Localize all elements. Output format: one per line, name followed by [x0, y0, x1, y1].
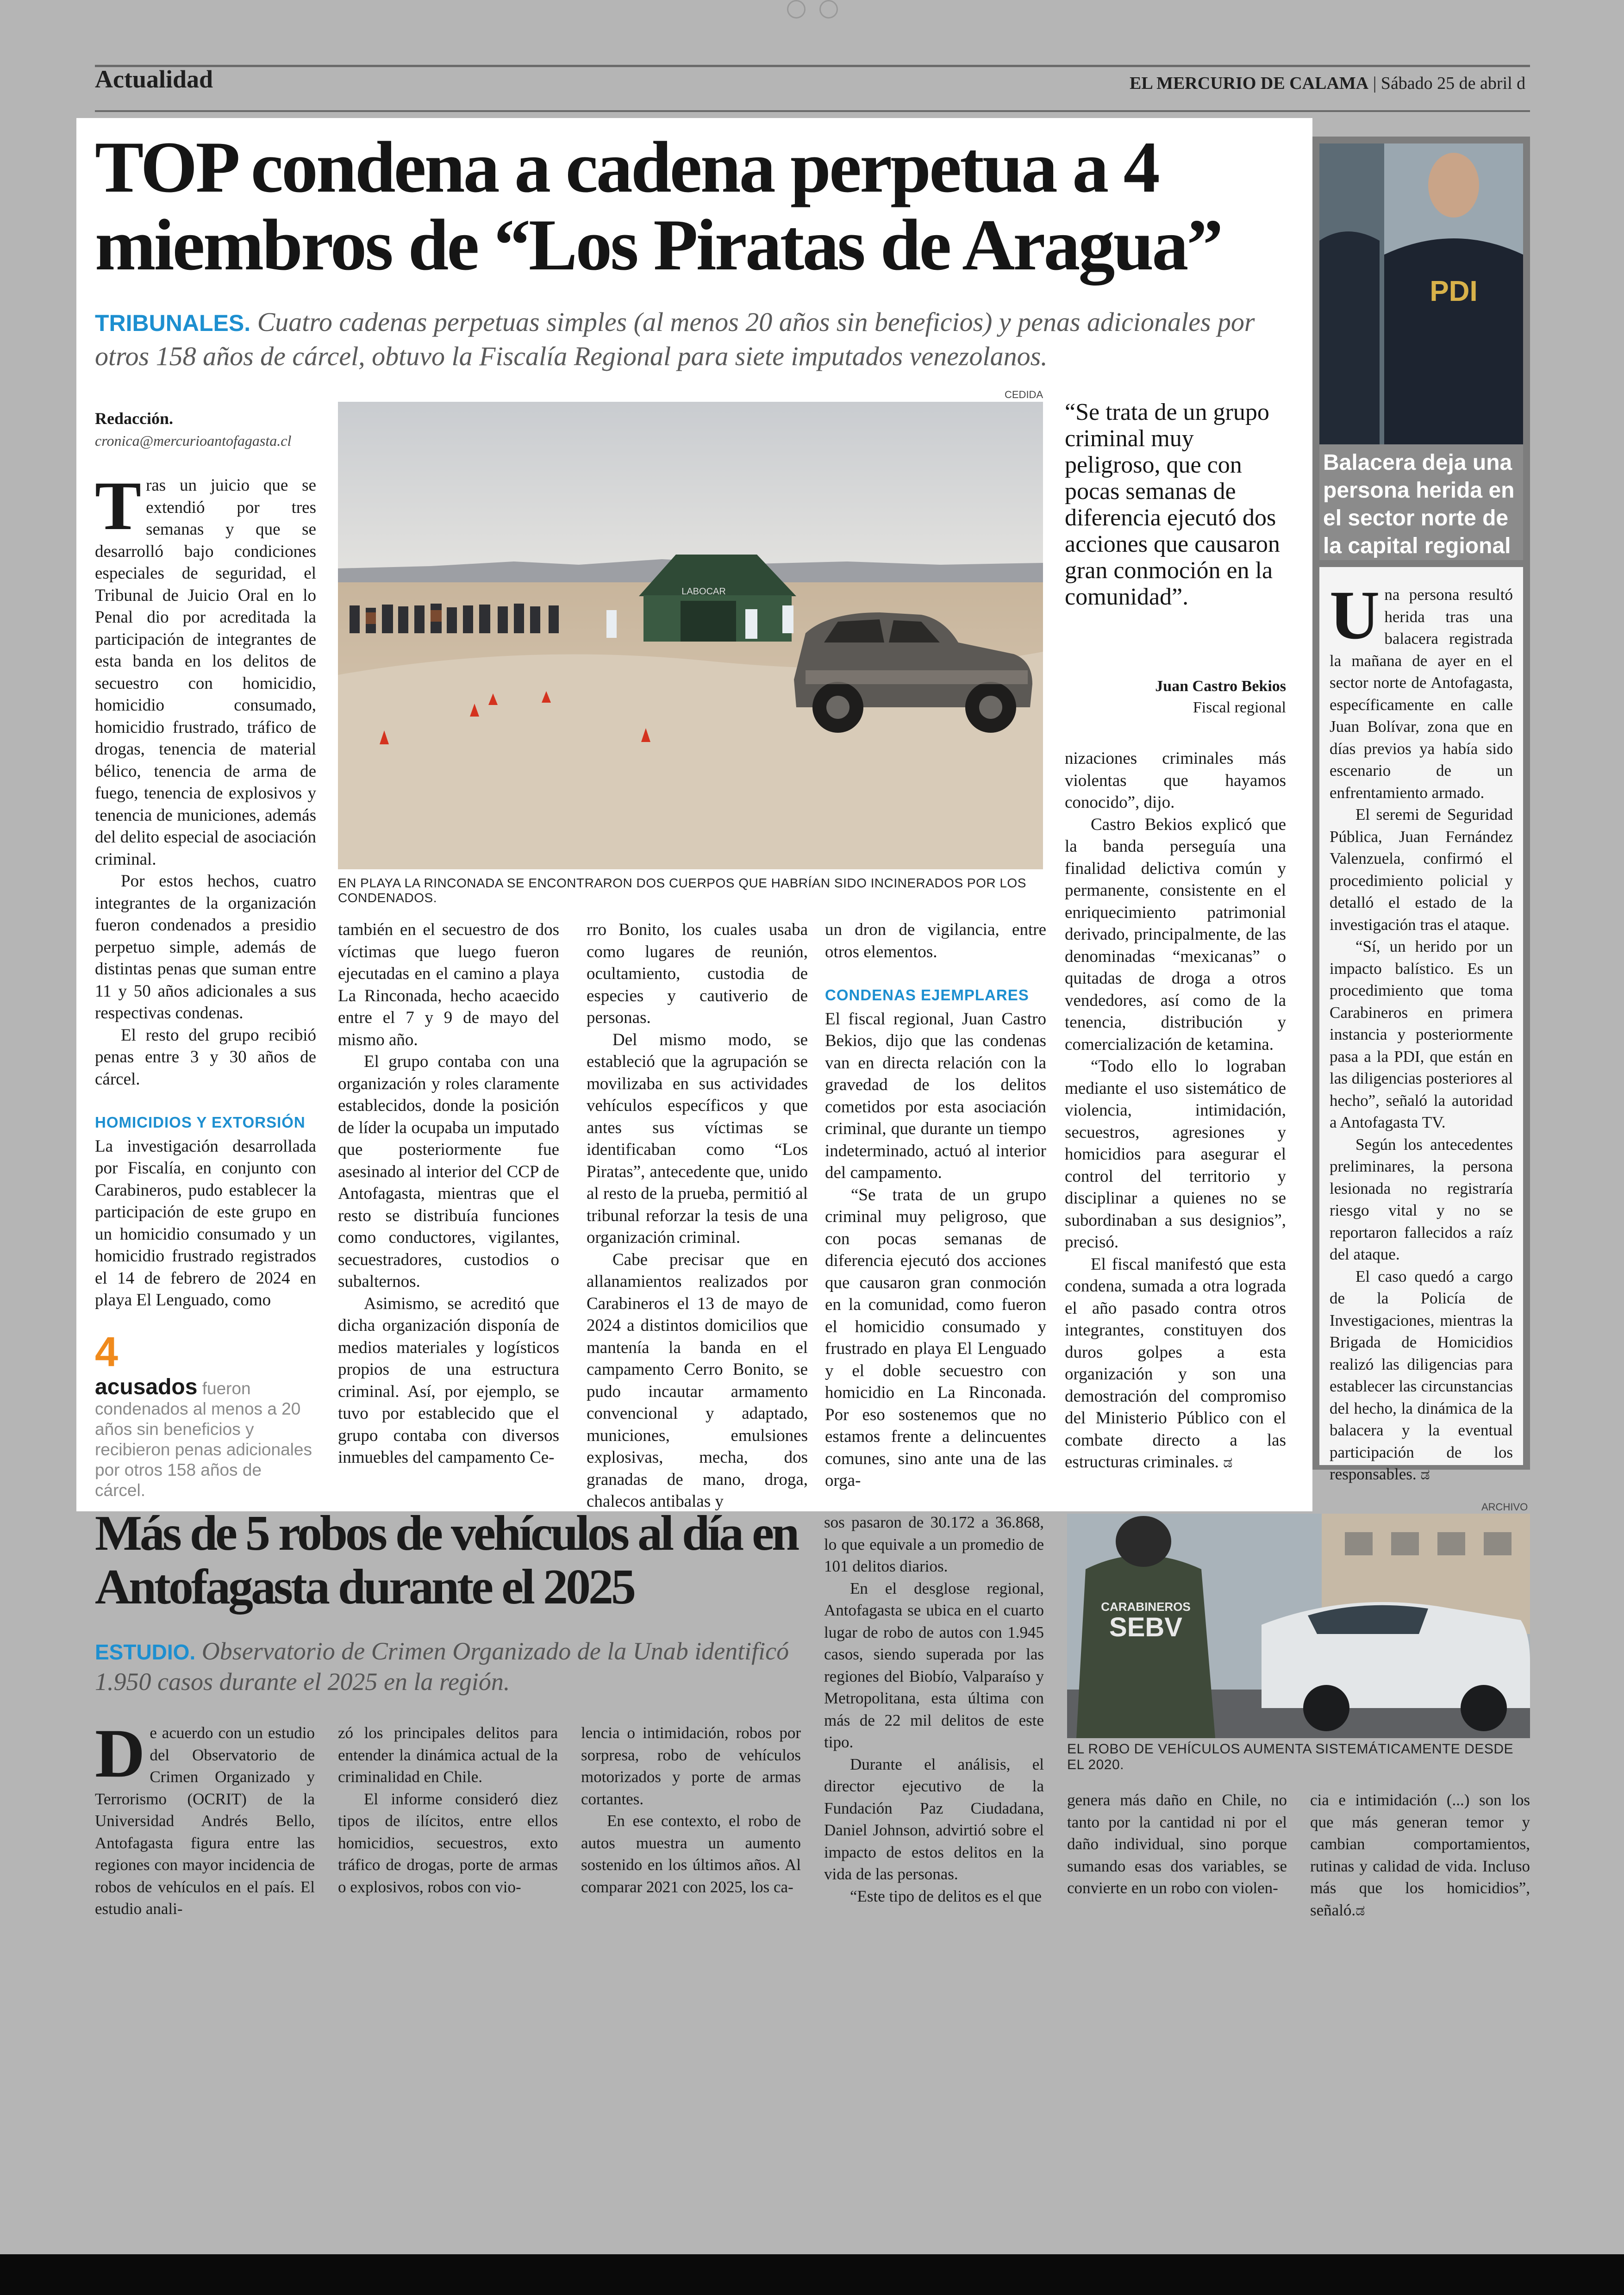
article2-deck-text: Observatorio de Crimen Organizado de la Unab identificó 1.950 casos durante el 2025 en la región. [95, 1637, 789, 1696]
paragraph: nizaciones criminales más violentas que hayamos conocido”, dijo. [1065, 749, 1286, 812]
stat-number: 4 [95, 1329, 119, 1375]
article2-column-6 [1310, 1789, 1530, 1921]
paragraph [1310, 1789, 1530, 1921]
paragraph: zó los principales delitos para entender la dinámica actual de la criminalidad en Chile. [338, 1724, 558, 1786]
paragraph: rro Bonito, los cuales usaba como lugares de reunión, ocultamiento, custodia de especies y cautiverio de personas. [587, 920, 808, 1027]
paragraph-text: El caso quedó a cargo de la Policía de Investigaciones, mientras la Brigada de Homicidios realizó las diligencias para establecer las circunstancias del hecho, la dinámica de la balacera y la eventual participación de los responsables. [1330, 1267, 1513, 1483]
pull-quote-role: Fiscal regional [1193, 699, 1286, 716]
article2-column-4 [824, 1511, 1044, 1907]
paragraph: Cabe precisar que en allanamientos realizados por Carabineros el 13 de mayo de 2024 a distintos domicilios que mantenía la banda en el campamento Cerro Bonito, se pudo incautar armamento convencional y adaptado, municiones, emulsiones explosivas, mecha, dos granadas de mano, droga, chalecos antibalas y [587, 1250, 808, 1511]
sidebar-photo[interactable] [1319, 143, 1523, 444]
section-label: Actualidad [95, 65, 213, 93]
sidebar-body [1319, 567, 1523, 1483]
paragraph [1330, 1266, 1513, 1486]
paragraph: genera más daño en Chile, no tanto por la cantidad ni por el daño individual, sino porque sumando esas dos variables, se convierte en un robo con violen- [1067, 1791, 1287, 1897]
paragraph: “Este tipo de delitos es el que [850, 1887, 1042, 1905]
pull-quote: “Se trata de un grupo criminal muy peligroso, que con pocas semanas de diferencia ejecutó dos acciones que causaron gran conmoción en la comunidad”. [1065, 399, 1280, 610]
paragraph: “Se trata de un grupo criminal muy peligroso, que con pocas semanas de diferencia ejecutó dos acciones que causaron gran conmoción en la comunidad, como fueron el homicidio consumado y frustrado en playa El Lenguado y el doble secuestro con homicidio en La Rinconada. Por eso sostenemos que no estamos frente a delincuentes comunes, sino ante una de las orga- [825, 1185, 1046, 1490]
vest-label-2: SEBV [1109, 1612, 1182, 1642]
paragraph [1065, 1254, 1286, 1474]
article2-column-3 [581, 1722, 801, 1898]
vest-label: PDI [1430, 275, 1478, 307]
paragraph: Por estos hechos, cuatro integrantes de la organización fueron condenados a presidio perpetuo simple, además de distintas penas que suman entre 11 y 50 años adicionales a sus respectivas condenas. [95, 872, 316, 1023]
tent-label: LABOCAR [681, 586, 726, 597]
sidebar-column [1330, 577, 1513, 1486]
article2-headline: Más de 5 robos de vehículos al día en Antofagasta durante el 2025 [95, 1506, 798, 1615]
pull-quote-name: Juan Castro Bekios [1155, 678, 1286, 695]
deck-text: Cuatro cadenas perpetuas simples (al menos 20 años sin beneficios) y penas adicionales por otros 158 años de cárcel, obtuvo la Fiscalía Regional para siete imputados venezolanos. [95, 307, 1255, 371]
bottom-bar [0, 2254, 1624, 2295]
byline-name: Redacción. [95, 409, 173, 428]
paragraph: El fiscal regional, Juan Castro Bekios, dijo que las condenas van en directa relación con la gravedad de los delitos cometidos por esta asociación criminal, que durante un tiempo indeterminado, actuó al interior del campamento. [825, 1009, 1046, 1182]
paragraph: Asimismo, se acreditó que dicha organización disponía de medios materiales y logísticos propios de una estructura criminal. Así, por ejemplo, se tuvo por establecido que el grupo contaba con diversos inmuebles del campamento Ce- [338, 1294, 559, 1467]
article2-deck [95, 1636, 817, 1696]
end-mark-icon: ಡ [1420, 1466, 1430, 1483]
article2-column-2 [338, 1722, 558, 1898]
article-column-3 [587, 919, 808, 1513]
paragraph-text: cia e intimidación (...) son los que más generan temor y cambian comportamientos, rutinas y calidad de vida. Incluso más que los homicidios”, señaló. [1310, 1791, 1530, 1919]
paragraph: El resto del grupo recibió penas entre 3 y 30 años de cárcel. [95, 1025, 316, 1089]
stat-desc: fueron condenados al menos a 20 años sin beneficios y recibieron penas adicionales por otros 158 años de cárcel. [95, 1379, 312, 1500]
article2-photo-credit: ARCHIVO [1481, 1501, 1528, 1513]
pull-quote-author [1065, 676, 1286, 718]
paragraph-text: El fiscal manifestó que esta condena, sumada a otra lograda el año pasado contra otros integrantes, constituyen dos duros golpes a esta organización y son una demostración del compromiso del Ministerio Público con el combate directo a las estructuras criminales. [1065, 1254, 1286, 1472]
page-prev-dot[interactable] [787, 0, 806, 19]
article-column-2 [338, 919, 559, 1469]
paragraph: Durante el análisis, el director ejecutivo de la Fundación Paz Ciudadana, Daniel Johnson, advirtió sobre el impacto de estos delitos en la vida de las personas. [824, 1755, 1044, 1883]
sidebar-photo-illustration [1319, 143, 1523, 444]
article2-kicker: ESTUDIO. [95, 1640, 196, 1664]
main-deck [95, 306, 1299, 373]
sidebar-headline: Balacera deja una persona herida en el sector norte de la capital regional [1319, 444, 1523, 560]
paragraph: na persona resultó herida tras una balacera registrada la mañana de ayer en el sector norte de Antofagasta, específicamente en calle Juan Bolívar, zona que en días previos ya había sido escenario de un enfrentamiento armado. [1330, 586, 1513, 802]
article2-photo-illustration [1067, 1514, 1530, 1738]
end-mark-icon: ಡ [1355, 1901, 1365, 1919]
photo-credit: CEDIDA [1005, 389, 1043, 400]
deck-kicker: TRIBUNALES. [95, 310, 251, 336]
subhead-homicidios: HOMICIDIOS Y EXTORSIÓN [95, 1114, 306, 1131]
main-photo-illustration [338, 402, 1043, 869]
paragraph: El grupo contaba con una organización y roles claramente establecidos, donde la posición de líder la ocupaba un imputado que posteriormente fue asesinado al interior del CCP de Antofagasta, mientras que el resto se distribuía funciones como conductores, vigilantes, secuestradores, custodios o subalternos. [338, 1052, 559, 1291]
article-column-5 [1065, 748, 1286, 1474]
masthead-paper: EL MERCURIO DE CALAMA [1130, 74, 1369, 93]
paragraph: lencia o intimidación, robos por sorpresa, robo de vehículos motorizados y porte de armas cortantes. [581, 1724, 801, 1808]
article2-column-5 [1067, 1789, 1287, 1899]
paragraph: e acuerdo con un estudio del Observatorio de Crimen Organizado y Terrorismo (OCRIT) de la Universidad Andrés Bello, Antofagasta figura entre las regiones con mayor incidencia de robos de vehículos en el país. El estudio anali- [95, 1724, 315, 1918]
paragraph: sos pasaron de 30.172 a 36.868, lo que equivale a un promedio de 101 delitos diarios. [824, 1513, 1044, 1575]
paragraph: La investigación desarrollada por Fiscalía, en conjunto con Carabineros, pudo establecer la participación de este grupo en un homicidio consumado y un homicidio frustrado registrados el 14 de febrero de 2024 en playa El Lenguado, como [95, 1136, 316, 1310]
article-column-4 [825, 919, 1046, 1492]
paragraph: Según los antecedentes preliminares, la persona lesionada no registraría riesgo vital y no se reportaron fallecidos a raíz del ataque. [1330, 1135, 1513, 1263]
subhead-condenas: CONDENAS EJEMPLARES [825, 986, 1029, 1004]
sidebar-dropcap: U [1330, 577, 1380, 654]
dropcap: T [95, 468, 142, 544]
paragraph: El seremi de Seguridad Pública, Juan Fernández Valenzuela, confirmó el procedimiento policial y detalló el estado de la investigación tras el ataque. [1330, 805, 1513, 934]
page-next-dot[interactable] [819, 0, 838, 19]
stat-bold: acusados [95, 1375, 198, 1399]
photo-caption: EN PLAYA LA RINCONADA SE ENCONTRARON DOS CUERPOS QUE HABRÍAN SIDO INCINERADOS POR LOS CONDENADOS. [338, 876, 1026, 905]
main-photo[interactable] [338, 402, 1043, 869]
paragraph: “Sí, un herido por un impacto balístico. Es un procedimiento que toma Carabineros en primera instancia y posteriormente pasa a la PDI, que están en las diligencias posteriores al hecho”, señaló la autoridad a Antofagasta TV. [1330, 937, 1513, 1131]
end-mark-icon: ಡ [1223, 1453, 1233, 1471]
header-rule [95, 65, 1530, 67]
masthead [1130, 73, 1525, 94]
stat-text [95, 1377, 312, 1501]
paragraph: El informe consideró diez tipos de ilícitos, entre ellos homicidios, secuestros, exto tráfico de drogas, porte de armas o explosivos, robos con vio- [338, 1790, 558, 1896]
paragraph: En ese contexto, el robo de autos muestra un aumento sostenido en los últimos años. Al comparar 2021 con 2025, los ca- [581, 1812, 801, 1896]
article2-dropcap: D [95, 1715, 145, 1792]
article2-photo[interactable] [1067, 1514, 1530, 1738]
vest-label-1: CARABINEROS [1101, 1600, 1191, 1614]
main-headline: TOP condena a cadena perpetua a 4 miembros de “Los Piratas de Aragua” [95, 127, 1222, 286]
paragraph: ras un juicio que se extendió por tres semanas y que se desarrolló bajo condiciones especiales de seguridad, el Tribunal de Juicio Oral en lo Penal dio por acreditada la participación de integrantes de esta banda en los delitos de secuestro con homicidio, homicidio consumado, homicidio frustrado, tráfico de drogas, tenencia de material bélico, tenencia de arma de fuego, tenencia de explosivos y tenencia de municiones, además del delito especial de asociación criminal. [95, 476, 316, 869]
header-subrule [95, 110, 1530, 112]
paragraph: En el desglose regional, Antofagasta se ubica en el cuarto lugar de robo de autos con 1.945 casos, siendo superada por las regiones del Biobío, Valparaíso y Metropolitana, esta última con más de 22 mil delitos de este tipo. [824, 1579, 1044, 1751]
paragraph: también en el secuestro de dos víctimas que luego fueron ejecutadas en el camino a playa La Rinconada, hecho acaecido entre el 7 y 9 de mayo del mismo año. [338, 920, 559, 1049]
paragraph: Castro Bekios explicó que la banda perseguía una finalidad delictiva común y permanente, consistente en el enriquecimiento patrimonial derivado, principalmente, de las denominadas “mexicanas” o quitadas de droga a otros vendedores, así como de la tenencia, distribución y comercialización de ketamina. [1065, 815, 1286, 1054]
byline-email[interactable]: cronica@mercurioantofagasta.cl [95, 432, 292, 449]
article-column-1 [95, 468, 316, 1311]
masthead-date: | Sábado 25 de abril d [1373, 74, 1526, 93]
byline [95, 407, 317, 452]
article2-column-1 [95, 1715, 315, 1920]
article2-photo-caption: EL ROBO DE VEHÍCULOS AUMENTA SISTEMÁTICAMENTE DESDE EL 2020. [1067, 1741, 1514, 1772]
paragraph: “Todo ello lo lograban mediante el uso sistemático de violencia, intimidación, secuestros, agresiones y homicidios para asegurar el control del territorio y disciplinar a quienes no se subordinaban a sus designios”, precisó. [1065, 1057, 1286, 1252]
paragraph: Del mismo modo, se estableció que la agrupación se movilizaba en sus actividades vehículos específicos y que antes sus víctimas se identificaban como “Los Piratas”, antecedente que, unido al resto de la prueba, permitió al tribunal reforzar la tesis de una organización criminal. [587, 1030, 808, 1247]
paragraph: un dron de vigilancia, entre otros elementos. [825, 920, 1046, 961]
